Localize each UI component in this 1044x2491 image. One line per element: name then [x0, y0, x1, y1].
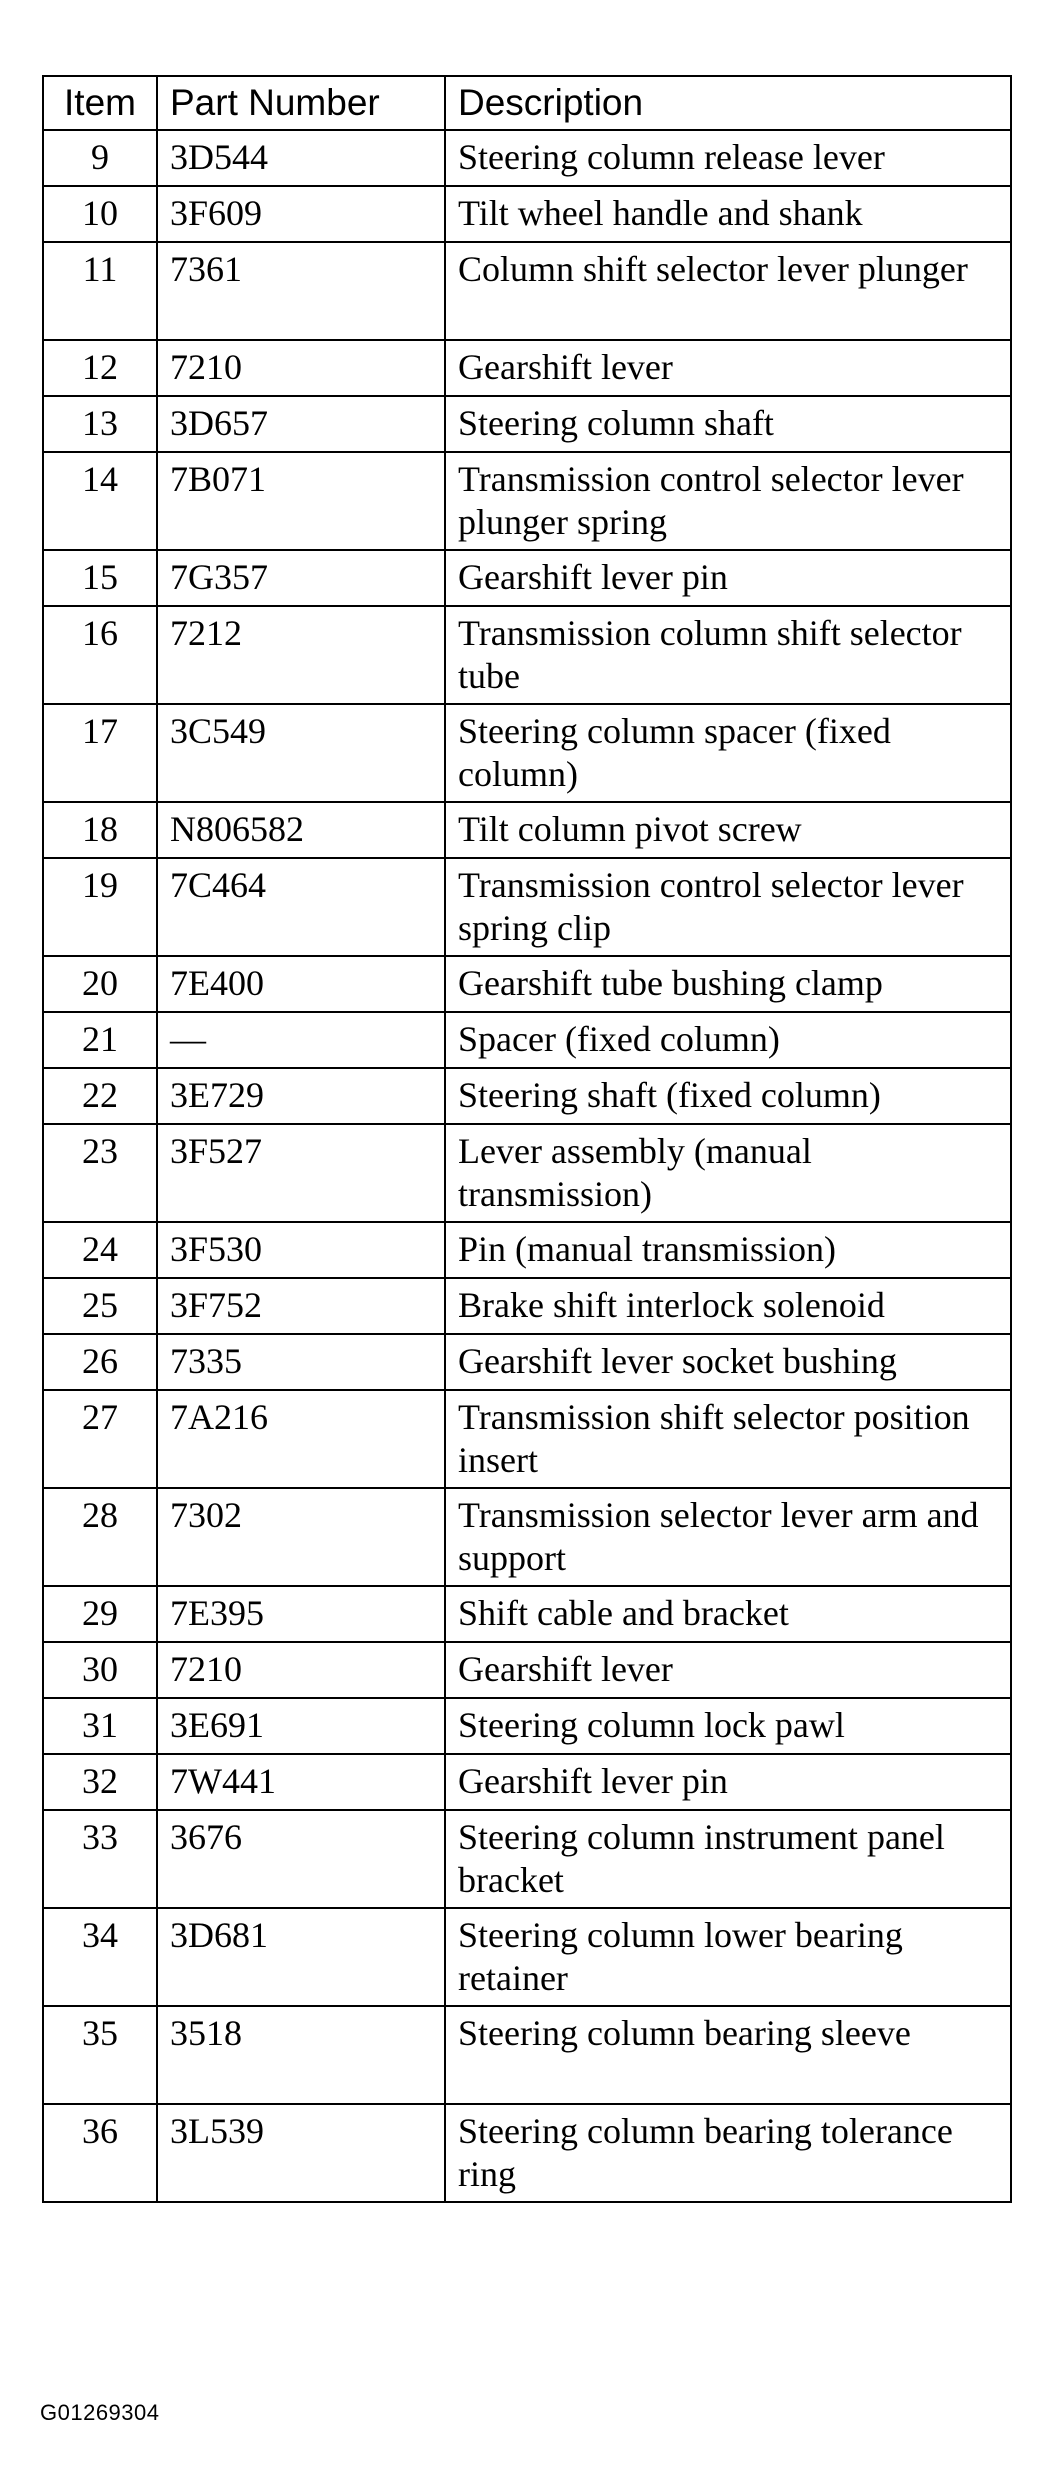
part-number: 7335	[157, 1334, 445, 1390]
part-number: 7C464	[157, 858, 445, 956]
part-description: Tilt wheel handle and shank	[445, 186, 1011, 242]
part-description: Gearshift lever	[445, 340, 1011, 396]
item-number: 23	[43, 1124, 157, 1222]
part-number: 7E395	[157, 1586, 445, 1642]
header-part-number: Part Number	[157, 76, 445, 130]
table-row	[43, 1012, 1011, 1068]
part-number: 7302	[157, 1488, 445, 1586]
part-description: Transmission control selector lever spring clip	[445, 858, 1011, 956]
item-number: 10	[43, 186, 157, 242]
table-row	[43, 704, 1011, 802]
part-number: 3L539	[157, 2104, 445, 2202]
part-number: —	[157, 1012, 445, 1068]
part-description: Transmission control selector lever plunger spring	[445, 452, 1011, 550]
item-number: 24	[43, 1222, 157, 1278]
table-row	[43, 2104, 1011, 2202]
table-row	[43, 242, 1011, 340]
part-description: Steering column lock pawl	[445, 1698, 1011, 1754]
part-number: 7210	[157, 1642, 445, 1698]
part-number: 3E729	[157, 1068, 445, 1124]
part-number: 3D657	[157, 396, 445, 452]
table-row	[43, 858, 1011, 956]
part-description: Transmission selector lever arm and support	[445, 1488, 1011, 1586]
table-row	[43, 1642, 1011, 1698]
item-number: 19	[43, 858, 157, 956]
table-row	[43, 956, 1011, 1012]
item-number: 17	[43, 704, 157, 802]
part-number: 3F527	[157, 1124, 445, 1222]
part-number: 3F530	[157, 1222, 445, 1278]
part-number: 3E691	[157, 1698, 445, 1754]
item-number: 9	[43, 130, 157, 186]
table-row	[43, 1222, 1011, 1278]
part-number: 7G357	[157, 550, 445, 606]
part-description: Steering column instrument panel bracket	[445, 1810, 1011, 1908]
part-description: Spacer (fixed column)	[445, 1012, 1011, 1068]
table-row	[43, 606, 1011, 704]
item-number: 11	[43, 242, 157, 340]
part-number: 7W441	[157, 1754, 445, 1810]
part-description: Gearshift tube bushing clamp	[445, 956, 1011, 1012]
item-number: 12	[43, 340, 157, 396]
item-number: 34	[43, 1908, 157, 2006]
header-item: Item	[43, 76, 157, 130]
part-number: 7361	[157, 242, 445, 340]
part-description: Lever assembly (manual transmission)	[445, 1124, 1011, 1222]
part-number: 7212	[157, 606, 445, 704]
part-description: Gearshift lever socket bushing	[445, 1334, 1011, 1390]
part-description: Steering column lower bearing retainer	[445, 1908, 1011, 2006]
item-number: 20	[43, 956, 157, 1012]
part-description: Pin (manual transmission)	[445, 1222, 1011, 1278]
item-number: 28	[43, 1488, 157, 1586]
table-row	[43, 1586, 1011, 1642]
item-number: 21	[43, 1012, 157, 1068]
part-number: 3C549	[157, 704, 445, 802]
table-row	[43, 1124, 1011, 1222]
parts-table	[42, 75, 1012, 2203]
table-row	[43, 1068, 1011, 1124]
item-number: 22	[43, 1068, 157, 1124]
table-header-row	[43, 76, 1011, 130]
part-number: 3F609	[157, 186, 445, 242]
part-number: N806582	[157, 802, 445, 858]
part-description: Steering column spacer (fixed column)	[445, 704, 1011, 802]
part-description: Shift cable and bracket	[445, 1586, 1011, 1642]
part-description: Brake shift interlock solenoid	[445, 1278, 1011, 1334]
part-description: Steering column shaft	[445, 396, 1011, 452]
part-description: Column shift selector lever plunger	[445, 242, 1011, 340]
table-row	[43, 130, 1011, 186]
table-row	[43, 1698, 1011, 1754]
item-number: 25	[43, 1278, 157, 1334]
item-number: 32	[43, 1754, 157, 1810]
table-row	[43, 186, 1011, 242]
table-row	[43, 1488, 1011, 1586]
item-number: 30	[43, 1642, 157, 1698]
part-number: 7210	[157, 340, 445, 396]
part-number: 3F752	[157, 1278, 445, 1334]
part-number: 3D544	[157, 130, 445, 186]
table-row	[43, 2006, 1011, 2104]
item-number: 31	[43, 1698, 157, 1754]
table-row	[43, 550, 1011, 606]
item-number: 26	[43, 1334, 157, 1390]
table-row	[43, 1908, 1011, 2006]
part-description: Gearshift lever pin	[445, 550, 1011, 606]
header-description: Description	[445, 76, 1011, 130]
part-description: Steering column bearing tolerance ring	[445, 2104, 1011, 2202]
table-row	[43, 452, 1011, 550]
figure-id: G01269304	[40, 2400, 160, 2425]
table-row	[43, 1278, 1011, 1334]
table-row	[43, 340, 1011, 396]
table-row	[43, 1810, 1011, 1908]
part-description: Transmission shift selector position insert	[445, 1390, 1011, 1488]
table-row	[43, 1334, 1011, 1390]
item-number: 35	[43, 2006, 157, 2104]
part-description: Steering column bearing sleeve	[445, 2006, 1011, 2104]
table-row	[43, 802, 1011, 858]
part-number: 7E400	[157, 956, 445, 1012]
part-description: Transmission column shift selector tube	[445, 606, 1011, 704]
part-description: Gearshift lever pin	[445, 1754, 1011, 1810]
table-row	[43, 1754, 1011, 1810]
item-number: 18	[43, 802, 157, 858]
item-number: 27	[43, 1390, 157, 1488]
part-description: Tilt column pivot screw	[445, 802, 1011, 858]
item-number: 29	[43, 1586, 157, 1642]
table-row	[43, 1390, 1011, 1488]
item-number: 13	[43, 396, 157, 452]
item-number: 36	[43, 2104, 157, 2202]
part-description: Steering shaft (fixed column)	[445, 1068, 1011, 1124]
item-number: 15	[43, 550, 157, 606]
part-number: 7A216	[157, 1390, 445, 1488]
item-number: 33	[43, 1810, 157, 1908]
part-number: 3D681	[157, 1908, 445, 2006]
part-number: 3518	[157, 2006, 445, 2104]
part-number: 7B071	[157, 452, 445, 550]
item-number: 14	[43, 452, 157, 550]
table-row	[43, 396, 1011, 452]
part-description: Steering column release lever	[445, 130, 1011, 186]
part-description: Gearshift lever	[445, 1642, 1011, 1698]
item-number: 16	[43, 606, 157, 704]
part-number: 3676	[157, 1810, 445, 1908]
